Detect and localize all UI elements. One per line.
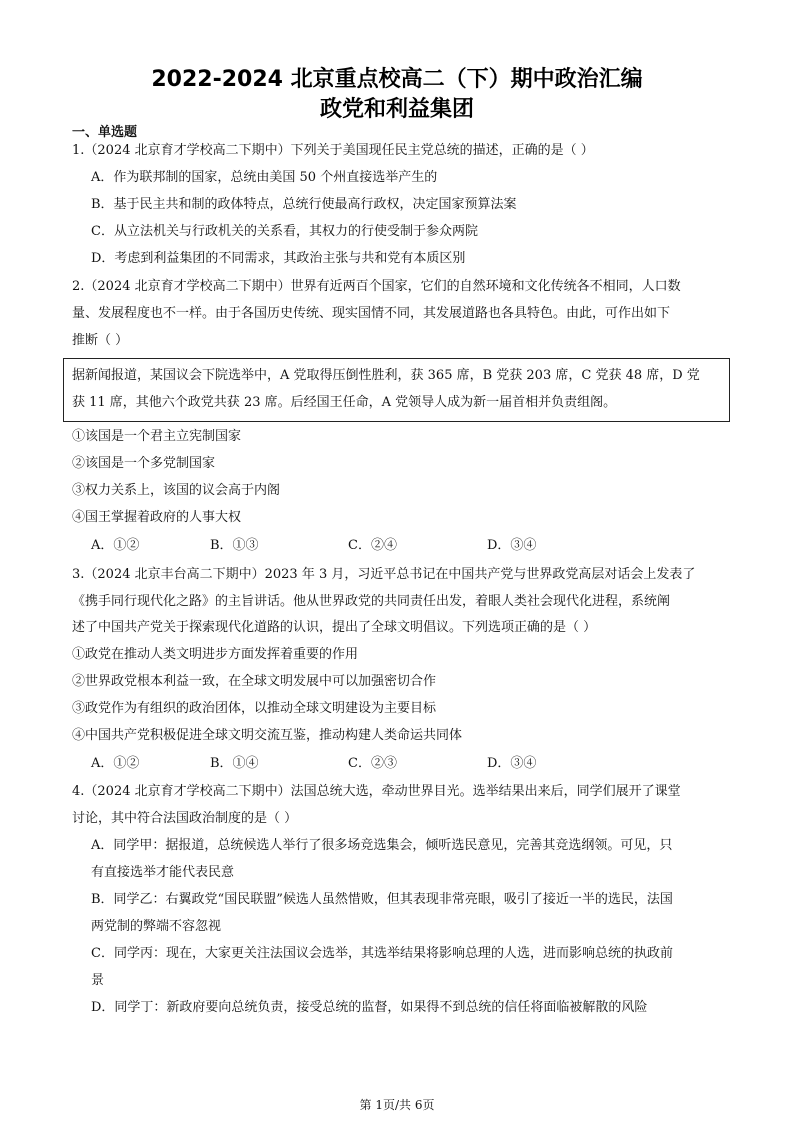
question-4-option-a-line1: A．同学甲：据报道，总统候选人举行了很多场竞选集会，倾听选民意见，完善其竞选纲领。可见，只 xyxy=(91,838,673,853)
question-2-stem-line2: 量、发展程度也不一样。由于各国历史传统、现实国情不同，其发展道路也各具特色。由此，可作出如下 xyxy=(72,306,671,321)
question-1-option-c: C．从立法机关与行政机关的关系看，其权力的行使受制于参众两院 xyxy=(91,224,478,239)
question-3-option-d: D．③④ xyxy=(487,756,537,771)
question-2-statement-3: ③权力关系上，该国的议会高于内阁 xyxy=(72,483,281,498)
question-4-option-c-line2: 景 xyxy=(91,973,105,988)
question-4-stem-line2: 讨论，其中符合法国政治制度的是（ ） xyxy=(72,811,298,826)
question-1-option-b: B．基于民主共和制的政体特点，总统行使最高行政权，决定国家预算法案 xyxy=(91,197,517,212)
question-2-stem-line1: 2.（2024 北京育才学校高二下期中）世界有近两百个国家，它们的自然环境和文化传统各不相同，人口数 xyxy=(72,279,681,294)
question-1-option-d: D．考虑到利益集团的不同需求，其政治主张与共和党有本质区别 xyxy=(91,251,466,266)
question-4-option-b-line2: 两党制的弊端不容忽视 xyxy=(91,919,222,934)
question-2-option-a: A．①② xyxy=(91,538,140,553)
question-2-option-c: C．②④ xyxy=(348,538,397,553)
question-2-option-b: B．①③ xyxy=(210,538,259,553)
section-heading: 一、单选题 xyxy=(72,125,138,140)
question-3-statement-2: ②世界政党根本利益一致，在全球文明发展中可以加强密切合作 xyxy=(72,674,437,689)
question-1-stem: 1.（2024 北京育才学校高二下期中）下列关于美国现任民主党总统的描述，正确的是（ ） xyxy=(72,143,594,158)
question-3-option-a: A．①② xyxy=(91,756,140,771)
question-3-option-b: B．①④ xyxy=(210,756,259,771)
question-3-stem-line2: 《携手同行现代化之路》的主旨讲话。他从世界政党的共同责任出发，着眼人类社会现代化进程，系统阐 xyxy=(72,594,671,609)
question-3-statement-1: ①政党在推动人类文明进步方面发挥着重要的作用 xyxy=(72,647,359,662)
page-number: 第 1页/共 6页 xyxy=(359,1098,435,1112)
question-3-stem-line3: 述了中国共产党关于探索现代化道路的认识，提出了全球文明倡议。下列选项正确的是（ ） xyxy=(72,620,597,635)
question-2-option-d: D．③④ xyxy=(487,538,537,553)
question-4-option-d: D．同学丁：新政府要向总统负责，接受总统的监督，如果得不到总统的信任将面临被解散的风险 xyxy=(91,1000,648,1015)
question-4-option-b-line1: B．同学乙：右翼政党“国民联盟”候选人虽然惜败，但其表现非常亮眼，吸引了接近一半的选民，法国 xyxy=(91,892,673,907)
question-2-statement-1: ①该国是一个君主立宪制国家 xyxy=(72,429,242,444)
question-4-stem-line1: 4.（2024 北京育才学校高二下期中）法国总统大选，牵动世界目光。选举结果出来后，同学们展开了课堂 xyxy=(72,784,681,799)
question-3-statement-4: ④中国共产党积极促进全球文明交流互鉴，推动构建人类命运共同体 xyxy=(72,728,463,743)
material-line-1: 据新闻报道，某国议会下院选举中，A 党取得压倒性胜利，获 365 席，B 党获 203 席，C 党获 48 席，D 党 xyxy=(72,368,700,383)
question-3-option-c: C．②③ xyxy=(348,756,397,771)
question-2-statement-2: ②该国是一个多党制国家 xyxy=(72,456,216,471)
question-2-statement-4: ④国王掌握着政府的人事大权 xyxy=(72,510,242,525)
question-4-option-a-line2: 有直接选举才能代表民意 xyxy=(91,865,235,880)
question-2-stem-line3: 推断（ ） xyxy=(72,333,129,348)
question-3-statement-3: ③政党作为有组织的政治团体，以推动全球文明建设为主要目标 xyxy=(72,701,437,716)
page-title: 2022-2024 北京重点校高二（下）期中政治汇编 xyxy=(151,67,643,92)
question-4-option-c-line1: C．同学丙：现在，大家更关注法国议会选举，其选举结果将影响总理的人选，进而影响总统的执政前 xyxy=(91,946,673,961)
question-1-option-a: A．作为联邦制的国家，总统由美国 50 个州直接选举产生的 xyxy=(91,170,438,185)
question-3-stem-line1: 3.（2024 北京丰台高二下期中）2023 年 3 月，习近平总书记在中国共产党与世界政党高层对话会上发表了 xyxy=(72,567,696,582)
page-subtitle: 政党和利益集团 xyxy=(319,97,474,122)
material-line-2: 获 11 席，其他六个政党共获 23 席。后经国王任命，A 党领导人成为新一届首相并负责组阁。 xyxy=(72,395,617,410)
